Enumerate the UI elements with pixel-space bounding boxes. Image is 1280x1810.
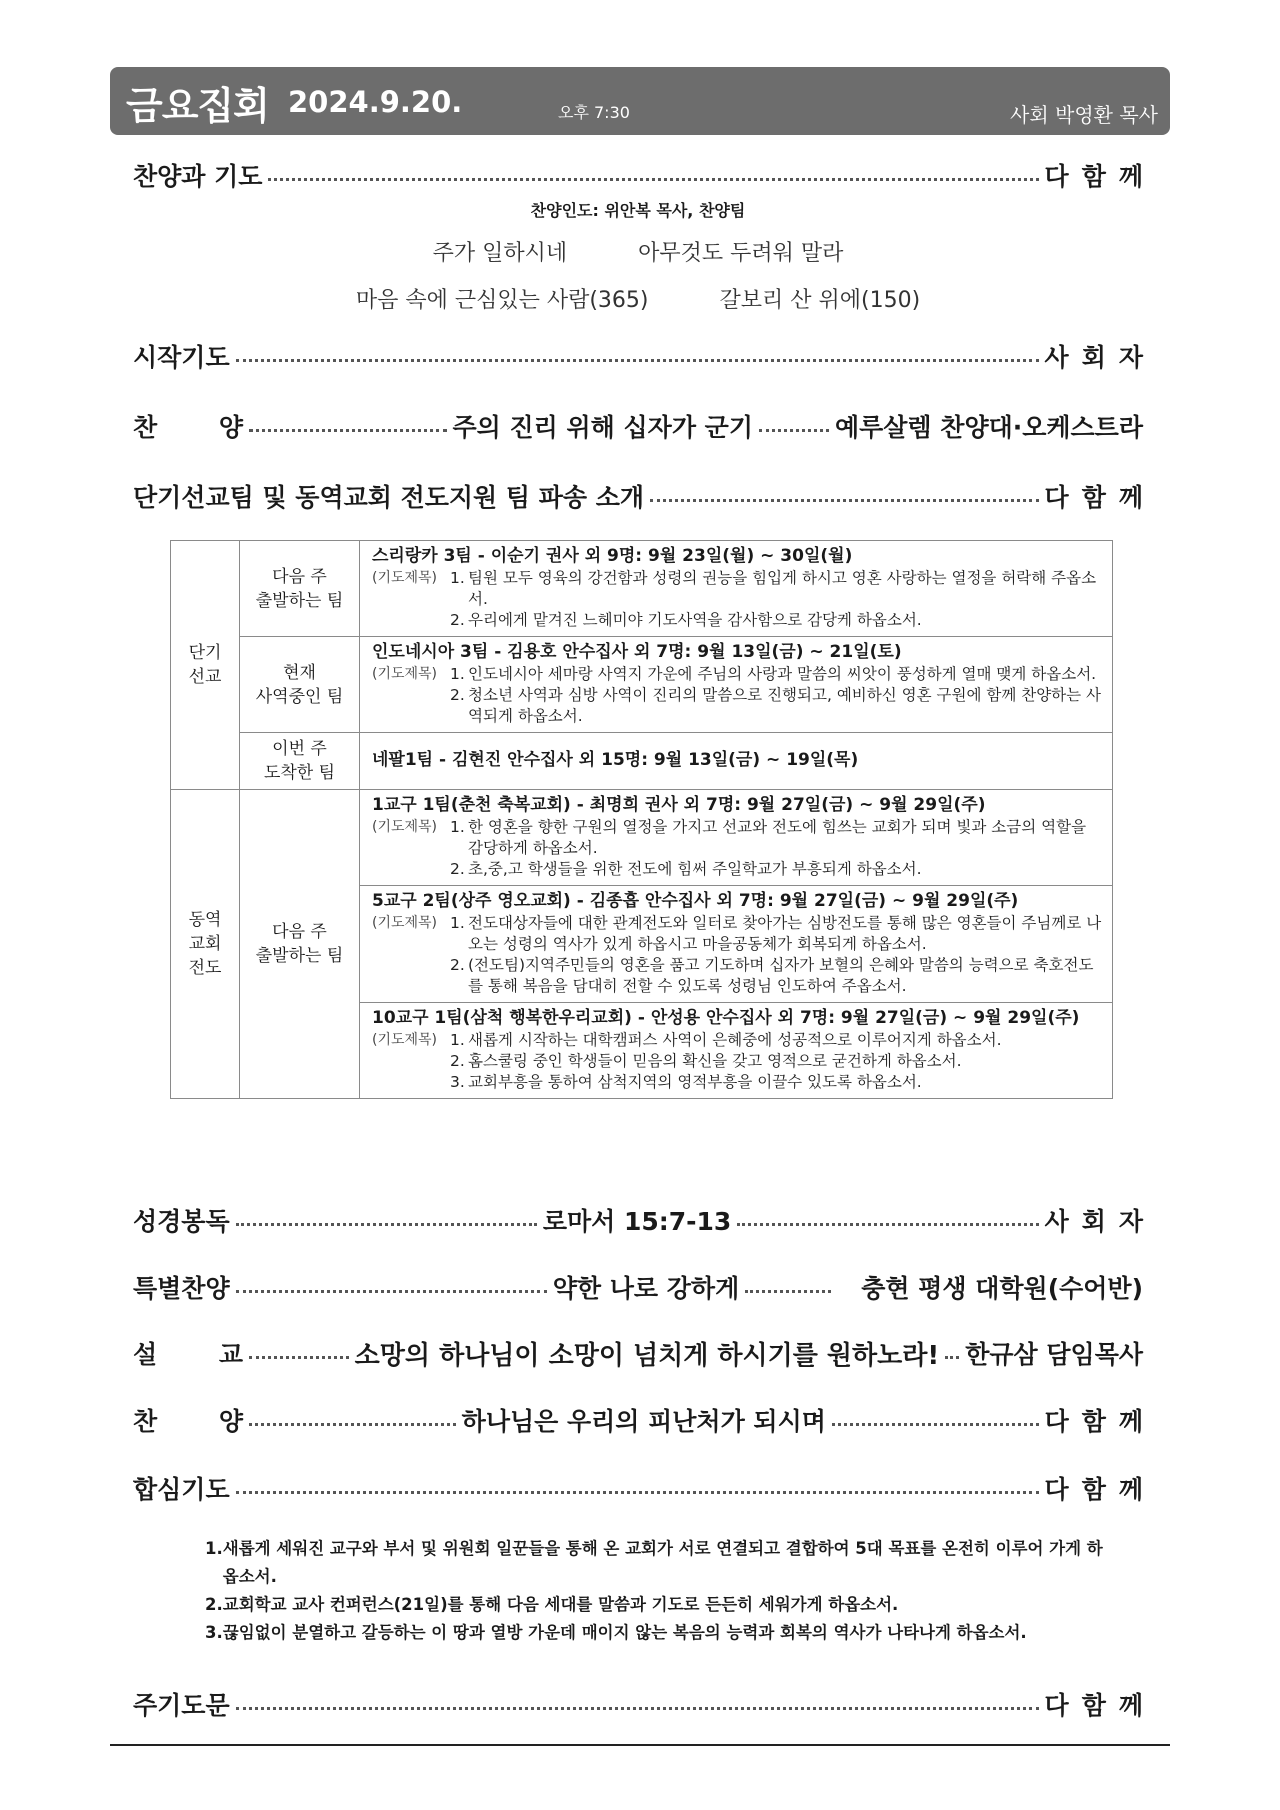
- prayer-item: (기도제목) 1. 새롭게 시작하는 대학캠퍼스 사역이 은혜중에 성공적으로 이루어지게 하옵소서.: [372, 1031, 1002, 1049]
- order-performer: 다함께: [1044, 1475, 1156, 1504]
- order-performer: 다함께: [1044, 162, 1156, 191]
- song-list-row-2: [133, 283, 1143, 314]
- dot-leader: [737, 1223, 1038, 1226]
- sermon-title: 소망의 하나님이 소망이 넘치게 하시기를 원하노라!: [354, 1340, 940, 1371]
- status-arriving: 이번 주 도착한 팀: [240, 733, 360, 790]
- dot-leader: [650, 499, 1038, 502]
- table-row: [171, 637, 1113, 733]
- order-title: 하나님은 우리의 피난처가 되시며: [461, 1407, 826, 1436]
- table-row: [171, 733, 1113, 790]
- order-opening-prayer: [133, 336, 1156, 376]
- order-label: 성경봉독: [133, 1207, 230, 1236]
- table-row: [171, 790, 1113, 886]
- order-praise-2: [133, 1400, 1157, 1440]
- dot-leader: [249, 429, 447, 432]
- order-label: 주기도문: [133, 1691, 230, 1720]
- song-title: 아무것도 두려워 말라: [638, 241, 844, 266]
- order-sermon: [133, 1333, 1143, 1373]
- team-district-1: [360, 790, 1113, 886]
- dot-leader: [249, 1356, 349, 1359]
- prayer-item: 2. 청소년 사역과 심방 사역이 진리의 말씀으로 진행되고, 예비하신 영혼 구원에 함께 찬양하는 사역되게 하옵소서.: [450, 686, 1102, 725]
- order-label: 시작기도: [133, 343, 230, 372]
- dot-leader: [832, 1423, 1039, 1426]
- dot-leader: [249, 1423, 456, 1426]
- team-indonesia-3: [360, 637, 1113, 733]
- prayer-item: (기도제목) 1. 한 영혼을 향한 구원의 열정을 가지고 선교와 전도에 힘쓰는 교회가 되며 빛과 소금의 역할을 감당하게 하옵소서.: [372, 818, 1087, 857]
- dot-leader: [236, 1491, 1039, 1494]
- dot-leader: [745, 1290, 831, 1293]
- prayer-item: 2. (전도팀)지역주민들의 영혼을 품고 기도하며 십자가 보혈의 은혜와 말씀의 능력으로 축호전도를 통해 복음을 담대히 전할 수 있도록 성령님 인도하여 주옵소서.: [450, 956, 1094, 995]
- order-label: 찬 양: [133, 1407, 243, 1436]
- song-title: 주가 일하시네: [432, 241, 568, 266]
- team-district-10: [360, 1003, 1113, 1099]
- dot-leader: [236, 1290, 547, 1293]
- prayer-item: (기도제목) 1. 전도대상자들에 대한 관계전도와 일터로 찾아가는 심방전도를 통해 많은 영혼들이 주님께로 나오는 성령의 역사가 있게 하옵시고 마을공동체가 회복되게 하옵소서.: [372, 914, 1102, 953]
- order-performer: 예루살렘 찬양대·오케스트라: [834, 413, 1143, 442]
- team-district-5: [360, 886, 1113, 1003]
- prayer-item: 2. 우리에게 맡겨진 느헤미야 기도사역을 감사함으로 감당케 하옵소서.: [450, 611, 922, 629]
- prayer-item: (기도제목) 1. 팀원 모두 영육의 강건함과 성령의 권능을 힘입게 하시고 영혼 사랑하는 열정을 허락해 주옵소서.: [372, 569, 1097, 608]
- order-performer: 다함께: [1044, 483, 1156, 512]
- song-title: 마음 속에 근심있는 사람(365): [355, 288, 649, 313]
- order-performer: 사회자: [1044, 343, 1156, 372]
- category-partner-evangelism: 동역 교회 전도: [171, 790, 240, 1099]
- table-row: [171, 541, 1113, 637]
- team-title: 1교구 1팀(춘천 축복교회) - 최명희 권사 외 7명: 9월 27일(금) ~ 9월 29일(주): [372, 795, 986, 815]
- list-item: 3. 끊임없이 분열하고 갈등하는 이 땅과 열방 가운데 매이지 않는 복음의 능력과 회복의 역사가 나타나게 하옵소서.: [205, 1623, 1027, 1642]
- dot-leader: [236, 359, 1039, 362]
- order-label: 찬 양: [133, 413, 243, 442]
- service-time: 오후 7:30: [558, 103, 630, 122]
- team-sri-lanka-3: [360, 541, 1113, 637]
- category-short-term: 단기 선교: [171, 541, 240, 790]
- song-title: 갈보리 산 위에(150): [719, 288, 921, 313]
- order-performer: 다함께: [1044, 1691, 1156, 1720]
- list-item: 1. 새롭게 세워진 교구와 부서 및 위원회 일꾼들을 통해 온 교회가 서로 연결되고 결합하여 5대 목표를 온전히 이루어 가게 하옵소서.: [205, 1539, 1103, 1586]
- order-scripture: [133, 1200, 1157, 1240]
- header-bar: [110, 67, 1170, 135]
- order-performer: 사회자: [1044, 1207, 1157, 1236]
- presider: 사회 박영환 목사: [1010, 103, 1158, 127]
- dot-leader: [236, 1223, 537, 1226]
- service-title: 금요집회: [126, 84, 269, 128]
- prayer-item: 3. 교회부흥을 통하여 삼척지역의 영적부흥을 이끌수 있도록 하옵소서.: [450, 1073, 922, 1091]
- joint-prayer-list: [205, 1535, 1105, 1647]
- dot-leader: [945, 1356, 959, 1359]
- order-praise-1: [133, 406, 1143, 446]
- mission-teams-table: [170, 540, 1113, 1099]
- order-special-praise: [133, 1267, 1143, 1307]
- order-label: 특별찬양: [133, 1274, 230, 1303]
- status-active: 현재 사역중인 팀: [240, 637, 360, 733]
- list-item: 2. 교회학교 교사 컨퍼런스(21일)를 통해 다음 세대를 말씀과 기도로 든든히 세워가게 하옵소서.: [205, 1595, 899, 1614]
- dot-leader: [236, 1707, 1039, 1710]
- team-title: 네팔1팀 - 김현진 안수집사 외 15명: 9월 13일(금) ~ 19일(목): [372, 750, 859, 770]
- prayer-item: 2. 초,중,고 학생들을 위한 전도에 힘써 주일학교가 부흥되게 하옵소서.: [450, 860, 922, 878]
- praise-leader: 찬양인도: 위안복 목사, 찬양팀: [530, 201, 746, 220]
- order-title: 로마서 15:7-13: [542, 1207, 732, 1236]
- prayer-item: (기도제목) 1. 인도네시아 세마랑 사역지 가운에 주님의 사랑과 말씀의 씨앗이 풍성하게 열매 맺게 하옵소서.: [372, 665, 1097, 683]
- prayer-item: 2. 홈스쿨링 중인 학생들이 믿음의 확신을 갖고 영적으로 굳건하게 하옵소서.: [450, 1052, 962, 1070]
- order-label: 단기선교팀 및 동역교회 전도지원 팀 파송 소개: [133, 483, 645, 512]
- team-title: 인도네시아 3팀 - 김용호 안수집사 외 7명: 9월 13일(금) ~ 21일(토): [372, 642, 902, 662]
- order-joint-prayer: [133, 1468, 1156, 1508]
- order-praise-prayer: [133, 155, 1156, 195]
- order-title: 주의 진리 위해 십자가 군기: [452, 413, 753, 442]
- status-departing: 다음 주 출발하는 팀: [240, 541, 360, 637]
- team-title: 5교구 2팀(상주 영오교회) - 김종흡 안수집사 외 7명: 9월 27일(금) ~ 9월 29일(주): [372, 891, 1019, 911]
- song-list-row-1: [133, 236, 1143, 267]
- order-title: 약한 나로 강하게: [552, 1274, 740, 1303]
- bottom-divider: [110, 1744, 1170, 1746]
- team-nepal-1: [360, 733, 1113, 790]
- order-performer: 한규삼 담임목사: [965, 1340, 1143, 1369]
- order-lords-prayer: [133, 1684, 1156, 1724]
- dot-leader: [759, 429, 829, 432]
- team-title: 10교구 1팀(삼척 행복한우리교회) - 안성용 안수집사 외 7명: 9월 27일(금) ~ 9월 29일(주): [372, 1008, 1080, 1028]
- team-title: 스리랑카 3팀 - 이순기 권사 외 9명: 9월 23일(월) ~ 30일(월): [372, 546, 853, 566]
- order-label: 설 교: [133, 1340, 243, 1369]
- dot-leader: [268, 178, 1038, 181]
- order-mission-intro: [133, 476, 1156, 516]
- order-label: 찬양과 기도: [133, 162, 263, 191]
- status-departing: 다음 주 출발하는 팀: [240, 790, 360, 1099]
- order-label: 합심기도: [133, 1475, 230, 1504]
- order-performer: 다함께: [1044, 1407, 1157, 1436]
- service-date: 2024.9.20.: [288, 85, 463, 119]
- order-performer: 충현 평생 대학원(수어반): [861, 1274, 1143, 1303]
